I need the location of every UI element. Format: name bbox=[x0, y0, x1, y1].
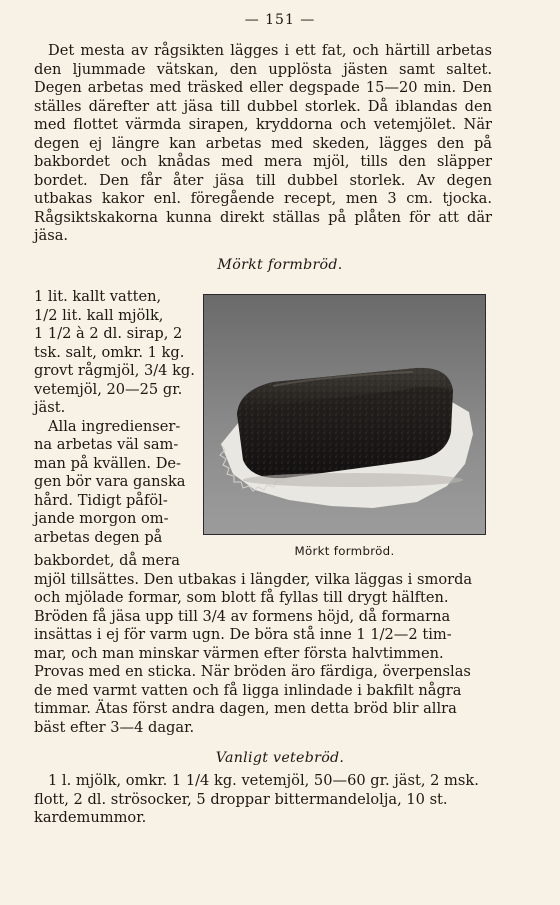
text-line: Provas med en sticka. När bröden äro färdiga, överpenslas bbox=[34, 663, 471, 680]
intro-paragraph: Det mesta av rågsikten lägges i ett fat, och härtill arbetas den ljummade vätskan, den upplösta jästen samt saltet. Degen arbetas med träsked eller degspade 15—20 min. Den ställes därefter att jäsa till dubbel storlek. Då iblandas den med flottet värmda sirapen, kryddorna och vetemjölet. När degen ej längre kan arbetas med skeden, lägges den på bakbordet och knådas med mera mjöl, tills den släpper bordet. Den får åter jäsa till dubbel storlek. Av degen utbakas kakor enl. föregående recept, men 3 cm. tjocka. Rågsiktskakorna kunna direkt ställas på plåten för att där jäsa. bbox=[34, 42, 492, 244]
text-line: 1 l. mjölk, omkr. 1 1/4 kg. vetemjöl, 50—60 gr. jäst, 2 msk. bbox=[48, 772, 479, 789]
recipe-text-left-column bbox=[34, 288, 194, 547]
text-line: kardemummor. bbox=[34, 809, 147, 826]
text-line: mjöl tillsättes. Den utbakas i längder, vilka läggas i smorda bbox=[34, 570, 473, 588]
bread-photo bbox=[203, 294, 486, 540]
text-line: man på kvällen. De- bbox=[34, 454, 181, 472]
text-line: 1/2 lit. kall mjölk, bbox=[34, 306, 164, 324]
text-line: bäst efter 3—4 dagar. bbox=[34, 718, 195, 736]
text-line: Alla ingredienser- bbox=[48, 417, 181, 435]
text-line: hård. Tidigt påföl- bbox=[34, 491, 168, 509]
text-line: tsk. salt, omkr. 1 kg. bbox=[34, 343, 185, 361]
text-line: flott, 2 dl. strösocker, 5 droppar bittermandelolja, 10 st. bbox=[34, 790, 448, 808]
page-number: — 151 — bbox=[244, 12, 316, 28]
text-line: mar, och man minskar värmen efter första halvtimmen. bbox=[34, 644, 444, 662]
text-line: na arbetas väl sam- bbox=[34, 436, 179, 453]
recipe-heading-dark-bread: Mörkt formbröd. bbox=[217, 257, 343, 273]
text-line: och mjölade formar, som blott få fyllas till drygt hälften. bbox=[34, 589, 449, 606]
text-line: 1 1/2 à 2 dl. sirap, 2 bbox=[34, 325, 183, 342]
text-line: jande morgon om- bbox=[34, 510, 169, 527]
text-line: arbetas degen på bbox=[34, 528, 163, 546]
text-line: 1 lit. kallt vatten, bbox=[34, 288, 162, 305]
text-line: Bröden få jäsa upp till 3/4 av formens höjd, då formarna bbox=[34, 607, 451, 625]
text-line: vetemjöl, 20—25 gr. bbox=[34, 380, 183, 398]
text-line: insättas i ej för varm ugn. De böra stå inne 1 1/2—2 tim- bbox=[34, 626, 452, 643]
text-line: gen bör vara ganska bbox=[34, 473, 186, 490]
recipe-ingredients-white-bread bbox=[34, 772, 492, 828]
text-line: grovt rågmjöl, 3/4 kg. bbox=[34, 362, 195, 379]
recipe-heading-white-bread: Vanligt vetebröd. bbox=[215, 750, 345, 766]
text-line: bakbordet, då mera bbox=[34, 552, 180, 569]
bread-loaf-image bbox=[203, 294, 486, 535]
text-line: jäst. bbox=[34, 399, 66, 416]
recipe-text-continued bbox=[34, 552, 492, 737]
text-line: de med varmt vatten och få ligga inlindade i bakfilt några bbox=[34, 681, 462, 699]
text-line: timmar. Ätas först andra dagen, men detta bröd blir allra bbox=[34, 700, 457, 717]
figure-caption: Mörkt formbröd. bbox=[294, 544, 395, 558]
